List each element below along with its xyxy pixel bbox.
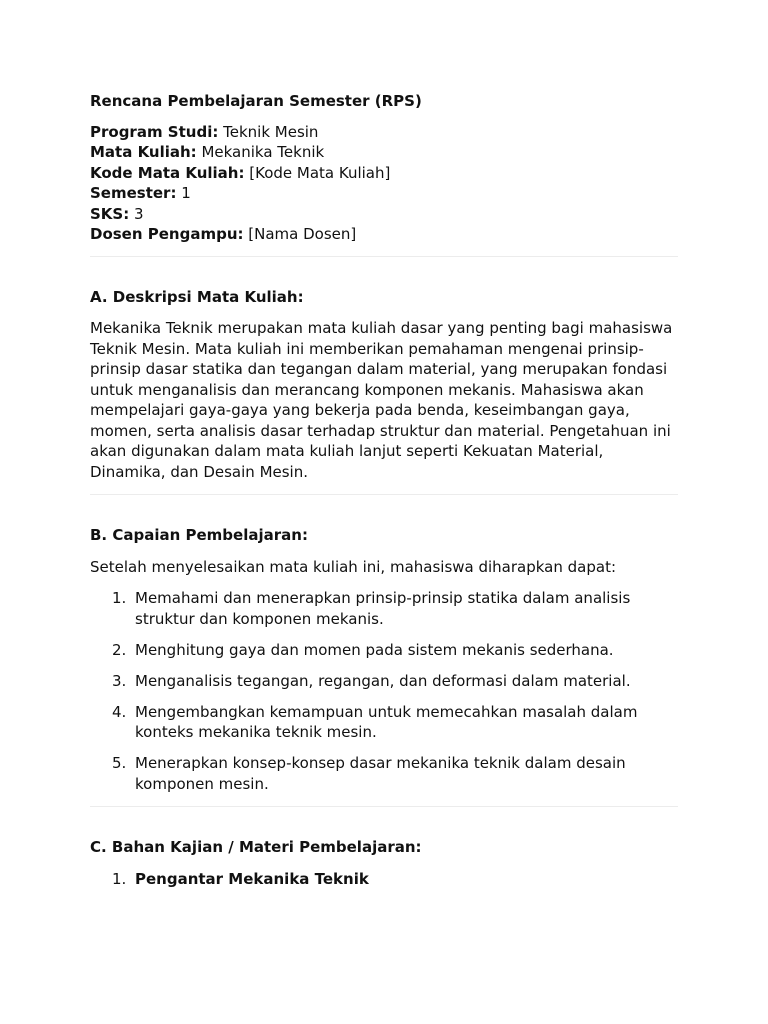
course-description: Mekanika Teknik merupakan mata kuliah dasar yang penting bagi mahasiswa Teknik Mesin. Mata kuliah ini memberikan pemahaman mengenai prinsip-prinsip dasar statika dan tegangan dalam material, yang merupakan fondasi untuk menganalisis dan merancang komponen mekanis. Mahasiswa akan mempelajari gaya-gaya yang bekerja pada benda, keseimbangan gaya, momen, serta analisis dasar terhadap struktur dan material. Pengetahuan ini akan digunakan dalam mata kuliah lanjut seperti Kekuatan Material, Dinamika, dan Desain Mesin. [90,319,673,481]
outcomes-intro: Setelah menyelesaikan mata kuliah ini, mahasiswa diharapkan dapat: [90,557,617,576]
list-item-text: Menghitung gaya dan momen pada sistem mekanis sederhana. [135,640,614,659]
section-heading-capaian: B. Capaian Pembelajaran: [90,526,308,544]
meta-value: [Kode Mata Kuliah] [249,163,391,182]
meta-label: Semester: [90,184,177,202]
meta-value: [Nama Dosen] [248,225,357,243]
list-item-text: Memahami dan menerapkan prinsip-prinsip statika dalam analisis struktur dan komponen mekanis. [135,589,631,628]
list-item [90,753,678,794]
meta-dosen-pengampu [90,224,678,245]
meta-label: Dosen Pengampu: [90,225,244,243]
list-item [90,869,678,890]
meta-sks [90,204,678,225]
section-divider [90,806,678,807]
meta-mata-kuliah [90,142,678,163]
meta-value: Mekanika Teknik [201,143,325,161]
list-item [90,702,678,743]
section-divider [90,494,678,495]
meta-label: SKS: [90,204,130,223]
list-item-text: Pengantar Mekanika Teknik [135,869,369,888]
list-number: 1. [112,589,127,607]
list-item-text: Menerapkan konsep-konsep dasar mekanika teknik dalam desain komponen mesin. [135,754,626,793]
list-number: 4. [112,702,127,721]
list-number: 2. [112,640,127,659]
section-heading-deskripsi: A. Deskripsi Mata Kuliah: [90,287,304,306]
list-number: 5. [112,754,127,772]
meta-program-studi [90,122,678,143]
meta-label: Program Studi: [90,122,219,141]
course-meta [90,122,678,245]
document-content [90,91,678,889]
list-item-text: Mengembangkan kemampuan untuk memecahkan masalah dalam konteks mekanika teknik mesin. [135,702,638,741]
list-item-text: Menganalisis tegangan, regangan, dan deformasi dalam material. [135,671,631,690]
document-title: Rencana Pembelajaran Semester (RPS) [90,92,422,110]
section-heading-materi: C. Bahan Kajian / Materi Pembelajaran: [90,838,422,856]
meta-value: 3 [134,204,144,223]
section-divider [90,256,678,257]
meta-value: Teknik Mesin [223,122,319,141]
learning-outcomes-list [90,588,678,794]
list-number: 1. [112,869,127,888]
meta-semester [90,183,678,204]
list-number: 3. [112,671,127,690]
list-item [90,588,678,629]
list-item [90,640,678,661]
list-item [90,671,678,692]
meta-value: 1 [181,184,191,202]
meta-kode-mata-kuliah [90,163,678,184]
meta-label: Mata Kuliah: [90,143,197,161]
meta-label: Kode Mata Kuliah: [90,163,245,182]
